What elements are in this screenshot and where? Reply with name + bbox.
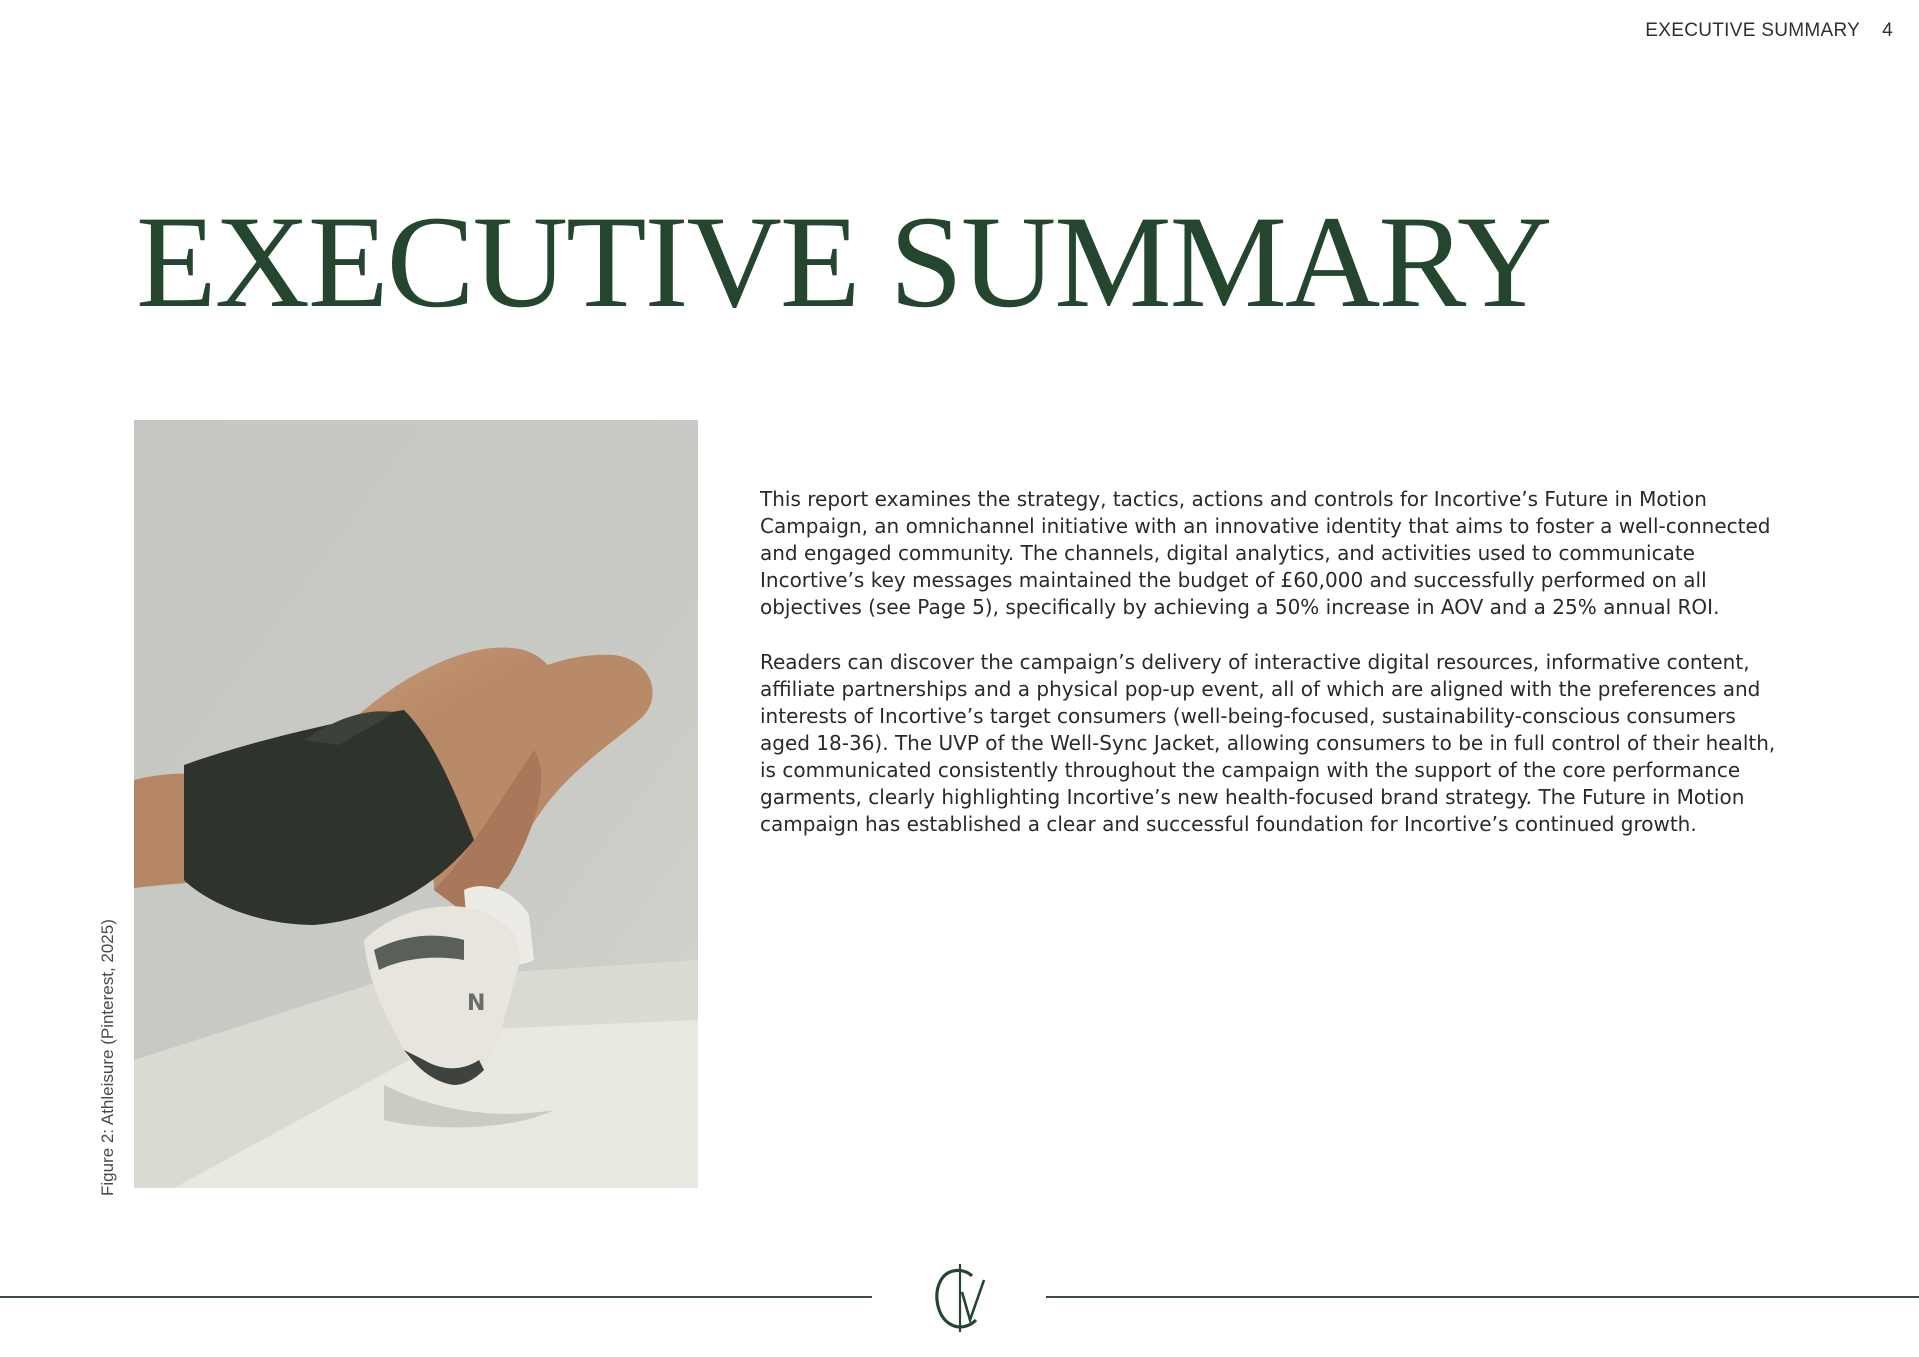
summary-paragraph-1: This report examines the strategy, tactics, actions and controls for Incortive’s Future in Motion Campaign, an omnichannel initiative with an innovative identity that aims to foster a well-connected and engaged community. The channels, digital analytics, and activities used to communicate Incortive’s key messages maintained the budget of £60,000 and successfully performed on all objectives (see Page 5), specifically by achieving a 50% increase in AOV and a 25% annual ROI. [760,487,1771,619]
footer-rule-right [1046,1296,1919,1298]
figure-caption: Figure 2: Athleisure (Pinterest, 2025) [98,919,117,1196]
summary-paragraph-2: Readers can discover the campaign’s delivery of interactive digital resources, informative content, affiliate partnerships and a physical pop-up event, all of which are aligned with the preferences and interests of Incortive’s target consumers (well-being-focused, sustainability-conscious consumers aged 18-36). The UVP of the Well-Sync Jacket, allowing consumers to be in full control of their health, is communicated consistently throughout the campaign with the support of the core performance garments, clearly highlighting Incortive’s new health-focused brand strategy. The Future in Motion campaign has established a clear and successful foundation for Incortive’s continued growth. [760,650,1776,836]
page-title: EXECUTIVE SUMMARY [136,188,1551,335]
page-number: 4 [1882,20,1893,41]
header-section-label: EXECUTIVE SUMMARY [1645,20,1861,41]
svg-text:N: N [467,991,486,1016]
footer-rule-left [0,1296,872,1298]
brand-monogram-logo [928,1262,992,1334]
running-header [1645,20,1893,42]
executive-summary-body [760,486,1780,866]
athleisure-photo [134,420,698,1188]
